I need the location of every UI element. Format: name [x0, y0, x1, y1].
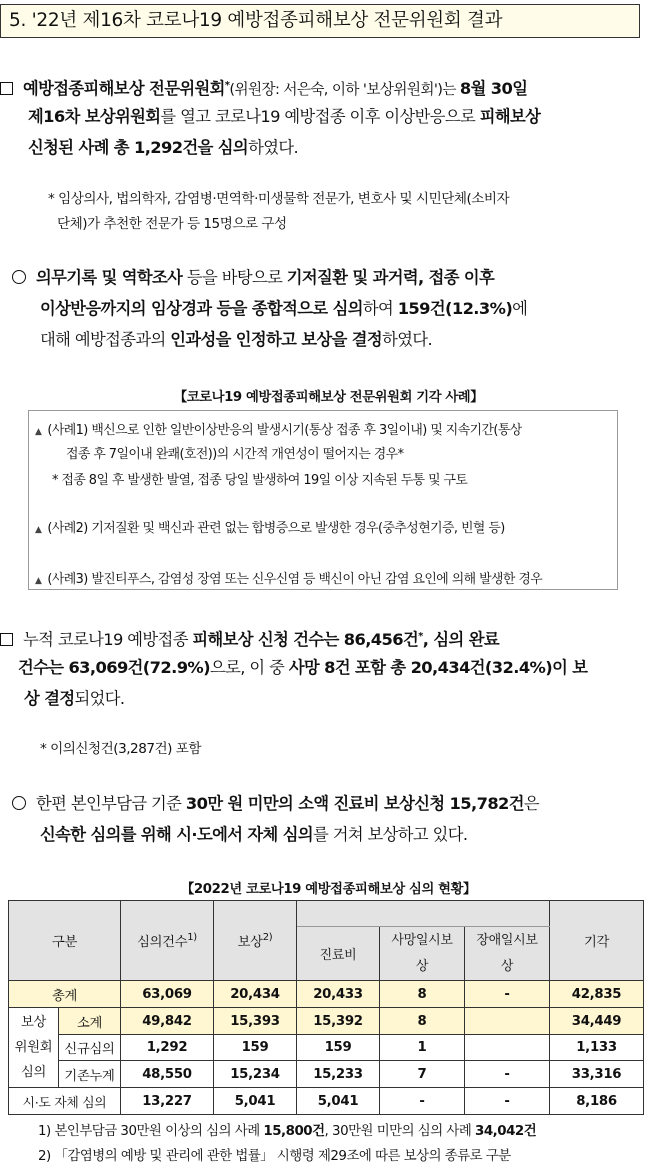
cell-medical: 159: [297, 1035, 380, 1061]
para-line: [0, 652, 650, 683]
note-line: 단체)가 추천한 전문가 등 15명으로 구성: [57, 216, 287, 232]
cell-death: 1: [380, 1035, 465, 1061]
row-label: 총계: [9, 981, 121, 1008]
row-label: 소계: [59, 1008, 121, 1035]
cell-comp: 15,393: [214, 1008, 297, 1035]
cell-reject: 8,186: [550, 1088, 644, 1115]
paragraph-cumulative: [0, 621, 650, 714]
para-line: [12, 819, 657, 850]
row-label: 신규심의: [59, 1035, 121, 1061]
text-bold: 제16차 보상위원회: [28, 107, 161, 126]
case-1-line-1: [35, 419, 617, 438]
cell-review: 13,227: [121, 1088, 214, 1115]
cell-reject: 34,449: [550, 1008, 644, 1035]
cell-review: 48,550: [121, 1061, 214, 1088]
para-line: [0, 70, 650, 101]
header-text: 보상: [237, 935, 263, 950]
cell-disability: [465, 1008, 550, 1035]
text-bold: 의무기록 및 역학조사: [36, 268, 183, 287]
text: 를 거쳐 보상하고 있다.: [312, 825, 468, 844]
header-text: 사망일시보: [391, 932, 453, 948]
para-line: [12, 788, 657, 819]
text: , 30만원 미만의 심의 사례: [324, 1124, 476, 1139]
text: 한편 본인부담금 기준: [36, 794, 186, 813]
cases-caption: 【코로나19 예방접종피해보상 전문위원회 기각 사례】: [173, 390, 484, 405]
text-bold: 8월 30일: [459, 79, 528, 98]
table-row-new: [9, 1035, 644, 1061]
triangle-bullet-icon: ▲: [35, 525, 42, 535]
footnote-mark: *: [418, 631, 423, 642]
text-bold: 159건(12.3%): [397, 299, 513, 318]
cell-reject: 33,316: [550, 1061, 644, 1088]
table-row-cumulative: [9, 1061, 644, 1088]
text-bold: 상 결정: [24, 689, 75, 708]
note-appeals: [40, 737, 201, 762]
text-bold: , 심의 완료: [422, 630, 499, 649]
case-1-note: * 접종 8일 후 발생한 발열, 접종 당일 발생하여 19일 이상 지속된 두통 및 구토: [52, 473, 468, 488]
group-text: 심의: [20, 1065, 47, 1080]
cell-review: 1,292: [121, 1035, 214, 1061]
footnote-1: [38, 1120, 536, 1139]
text: 은: [523, 794, 540, 813]
section-header: [0, 4, 640, 38]
case-2: [35, 517, 617, 536]
header-text: 심의건수: [137, 935, 188, 950]
text-bold: 신속한 심의를 위해 시·도에서 자체 심의: [40, 825, 313, 844]
text-bold: 15,800건: [263, 1124, 325, 1139]
square-bullet-icon: [0, 82, 13, 95]
header-review: [121, 901, 214, 981]
note-line: * 임상의사, 법의학자, 감염병·면역학·미생물학 전문가, 변호사 및 시민단체(소비자: [48, 191, 510, 207]
text: 에: [512, 299, 528, 318]
table-row-sido: [9, 1088, 644, 1115]
para-line: [0, 683, 650, 714]
cell-review: 49,842: [121, 1008, 214, 1035]
text: 를 열고 코로나19 예방접종 이후 이상반응으로: [160, 107, 480, 126]
cell-death: -: [380, 1088, 465, 1115]
header-comp: [214, 901, 297, 981]
rejection-cases-box: [28, 410, 618, 590]
cell-review: 63,069: [121, 981, 214, 1008]
case-3: [35, 568, 617, 587]
group-text: 보상: [20, 1015, 47, 1030]
cell-reject: 42,835: [550, 981, 644, 1008]
header-death: [380, 927, 465, 981]
footnote-mark: *: [224, 80, 230, 91]
text: 으로, 이 중: [209, 658, 289, 677]
case-text: (사례3) 발진티푸스, 감염성 장염 또는 신우신염 등 백신이 아닌 감염 요인에 의해 발생한 경우: [47, 572, 543, 587]
cell-disability: -: [465, 981, 550, 1008]
review-status-table: [8, 900, 644, 1115]
text-bold: 기저질환 및 과거력, 접종 이후: [286, 268, 495, 287]
cell-disability: -: [465, 1061, 550, 1088]
text-bold: 이상반응까지의 임상경과 등을 종합적으로 심의: [40, 299, 363, 318]
text: 하였다.: [248, 138, 299, 157]
header-disability: [465, 927, 550, 981]
text: 되었다.: [74, 689, 125, 708]
cell-disability: [465, 1035, 550, 1061]
cell-medical: 15,233: [297, 1061, 380, 1088]
square-bullet-icon: [0, 633, 13, 646]
para-line: [0, 621, 650, 652]
row-label: 시·도 자체 심의: [9, 1088, 121, 1115]
header-row: [9, 901, 644, 927]
header-medical: 진료비: [297, 927, 380, 981]
text: 하였다.: [382, 330, 433, 349]
cell-reject: 1,133: [550, 1035, 644, 1061]
para-line: [0, 132, 650, 163]
paragraph-committee: [0, 70, 650, 163]
header-text: 상: [500, 958, 514, 974]
para-line: [12, 324, 657, 355]
note-line: * 이의신청건(3,287건) 포함: [40, 741, 202, 757]
case-text: (사례1) 백신으로 인한 일반이상반응의 발생시기(통상 접종 후 3일이내) 및 지속기간(통상: [47, 423, 522, 438]
text-bold: 예방접종피해보상 전문위원회: [23, 79, 225, 98]
text-bold: 34,042건: [475, 1124, 537, 1139]
cell-disability: -: [465, 1088, 550, 1115]
text-bold: 인과성을 인정하고 보상을 결정: [170, 330, 383, 349]
para-line: [12, 293, 657, 324]
case-1-line-2: 접종 후 7일이내 완쾌(호전))의 시간적 개연성이 떨어지는 경우*: [66, 447, 404, 462]
header-text: 상: [415, 958, 429, 974]
section-title: 5. '22년 제16차 코로나19 예방접종피해보상 전문위원회 결과: [9, 10, 503, 31]
cell-comp: 5,041: [214, 1088, 297, 1115]
table-caption: 【2022년 코로나19 예방접종피해보상 심의 현황】: [181, 882, 476, 897]
text: 대해 예방접종과의: [40, 330, 171, 349]
cell-comp: 20,434: [214, 981, 297, 1008]
cell-death: 8: [380, 981, 465, 1008]
table-row-total: [9, 981, 644, 1008]
header-comp-types: [297, 901, 550, 927]
text: (위원장: 서은숙, 이하 '보상위원회')는: [229, 81, 460, 98]
table-row-subtotal: [9, 1008, 644, 1035]
group-text: 위원회: [14, 1040, 53, 1055]
text-bold: 피해보상 신청 건수는 86,456건: [192, 630, 419, 649]
text-bold: 피해보상: [479, 107, 541, 126]
text: 1) 본인부담금 30만원 이상의 심의 사례: [38, 1124, 264, 1139]
cell-medical: 5,041: [297, 1088, 380, 1115]
footnote-mark: 2): [262, 932, 273, 943]
text: 하여: [362, 299, 398, 318]
triangle-bullet-icon: ▲: [35, 427, 42, 437]
para-line: [0, 101, 650, 132]
row-group-label: [9, 1008, 59, 1088]
paragraph-decision: [12, 262, 657, 355]
row-label: 기존누계: [59, 1061, 121, 1088]
text-bold: 사망 8건 포함 총 20,434건(32.4%)이 보: [288, 658, 588, 677]
circle-bullet-icon: [12, 796, 26, 810]
triangle-bullet-icon: ▲: [35, 576, 42, 586]
footnote-mark: 1): [187, 932, 197, 943]
text: 누적 코로나19 예방접종: [23, 630, 193, 649]
cell-comp: 15,234: [214, 1061, 297, 1088]
cell-medical: 15,392: [297, 1008, 380, 1035]
paragraph-local-review: [12, 788, 657, 850]
cell-death: 7: [380, 1061, 465, 1088]
footnote-2: 2) 「감염병의 예방 및 관리에 관한 법률」 시행령 제29조에 따른 보상의 종류로 구분: [38, 1149, 511, 1164]
text-bold: 30만 원 미만의 소액 진료비 보상신청 15,782건: [185, 794, 524, 813]
header-gubun: 구분: [9, 901, 121, 981]
case-text: (사례2) 기저질환 및 백신과 관련 없는 합병증으로 발생한 경우(중추성현기증, 빈혈 등): [47, 521, 505, 536]
cell-comp: 159: [214, 1035, 297, 1061]
cell-death: 8: [380, 1008, 465, 1035]
header-reject: 기각: [550, 901, 644, 981]
text-bold: 신청된 사례 총 1,292건을 심의: [28, 138, 249, 157]
note-committee-composition: [48, 187, 509, 237]
header-text: 장애일시보: [476, 932, 538, 948]
para-line: [12, 262, 657, 293]
cell-medical: 20,433: [297, 981, 380, 1008]
text: 등을 바탕으로: [182, 268, 287, 287]
text-bold: 건수는 63,069건(72.9%): [18, 658, 210, 677]
circle-bullet-icon: [12, 270, 26, 284]
